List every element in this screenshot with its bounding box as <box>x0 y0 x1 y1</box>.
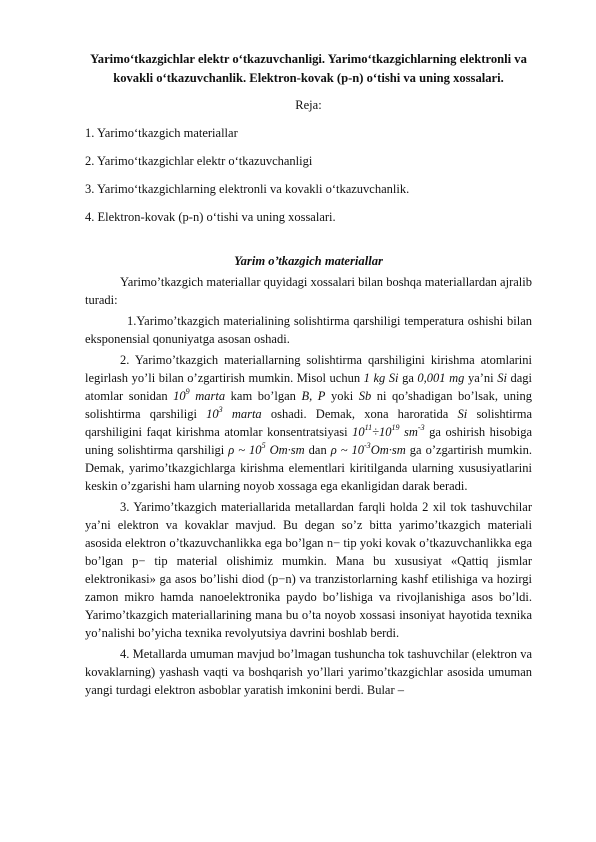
italic-span: 1 kg Si <box>363 371 399 385</box>
paragraph-2 <box>85 351 532 495</box>
paragraph-1: 1.Yarimo’tkazgich materialining solishtirma qarshiligi temperatura oshishi bilan eksponensial qonuniyatga asosan oshadi. <box>85 314 532 346</box>
text-span: ga oshirish hisobiga uning solishtirma qarshiligi <box>85 425 532 457</box>
text-span: ga o’zgartirish mumkin. Demak, yarimo’tkazgichlarga kirishma elementlari kiritilganda ularning xususiyatlarini keskin o’zgarishi ham ularning noyob xossaga ega ekanligidan darak beradi. <box>85 443 532 493</box>
section-heading: Yarim o’tkazgich materiallar <box>234 254 383 268</box>
italic-span: Si <box>457 407 468 421</box>
text-span: solishtirma qarshiligini faqat kirishma atomlar konsentratsiyasi <box>85 407 532 439</box>
italic-span: ÷10 <box>372 425 392 439</box>
italic-span: marta <box>189 389 226 403</box>
italic-span: 10 <box>206 407 219 421</box>
plan-item-2: 2. Yarimo‘tkazgichlar elektr o‘tkazuvchanligi <box>85 154 313 168</box>
intro-paragraph: Yarimo’tkazgich materiallar quyidagi xossalari bilan boshqa materiallardan ajralib turadi: <box>85 275 532 307</box>
italic-span: Si <box>497 371 507 385</box>
text-span: dagi atomlar sonidan <box>85 371 532 403</box>
superscript: 11 <box>364 422 373 432</box>
text-span: yoki <box>325 389 359 403</box>
text-span: oshadi. Demak, xona haroratida <box>261 407 458 421</box>
text-span: 2. Yarimo’tkazgich materiallarning solishtirma qarshiligini kirishma atomlarini legirlash yo’li bilan o’zgartirish mumkin. Misol uchun <box>85 353 532 385</box>
superscript: 9 <box>185 386 190 396</box>
superscript: -3 <box>417 422 425 432</box>
document-page <box>85 50 532 699</box>
superscript: 5 <box>261 440 266 450</box>
superscript: 3 <box>218 404 223 414</box>
italic-span: ρ ~ 10 <box>228 443 262 457</box>
text-span: ni qo’shadigan bo’lsak, uning solishtirma qarshiligi <box>85 389 532 421</box>
text-span: dan <box>304 443 331 457</box>
document-title: Yarimo‘tkazgichlar elektr o‘tkazuvchanligi. Yarimo‘tkazgichlarning elektronli va kovakli o‘tkazuvchanlik. Elektron-kovak (p-n) o‘tishi va uning xossalari. <box>90 52 527 85</box>
superscript: 19 <box>391 422 400 432</box>
italic-span: sm <box>399 425 418 439</box>
paragraph-4: 4. Metallarda umuman mavjud bo’lmagan tushuncha tok tashuvchilar (elektron va kovaklarning) yashash vaqti va boshqarish yo’llari yarimo’tkazgichlar asosida umuman yangi turdagi elektron asboblar yaratish imkonini berdi. Bular – <box>85 647 532 697</box>
plan-item-1: 1. Yarimo‘tkazgich materiallar <box>85 126 238 140</box>
paragraph-3: 3. Yarimo’tkazgich materiallarida metallardan farqli holda 2 xil tok tashuvchilar ya’ni elektron va kovaklar mavjud. Bu degan so’z bitta yarimo’tkazgich materiali asosida elektron o’tkazuvchanlikka ega bo’lgan n− tip yoki kovak o’tkazuvchanlikka ega bo’lgan p− tip material olishimiz mumkin. Mana bu xususiyat «Qattiq jismlar elektronikasi» ga asos bo’lishi diod (p−n) va tranzistorlarning kashf etilishiga va hozirgi zamon mikro hamda nanoelektronika paydo bo’lishiga va rivojlanishiga asos bo’ldi. Yarimo’tkazgich materiallarining mana bu o’ta noyob xossasi insoniyat hayotida texnika yo’nalishi bo’yicha texnika revolyutsiya davrini boshlab berdi. <box>85 500 532 640</box>
italic-span: marta <box>222 407 262 421</box>
text-span: ya’ni <box>464 371 498 385</box>
italic-span: Om·sm <box>265 443 305 457</box>
superscript: -3 <box>364 440 371 450</box>
italic-span: Om·sm <box>370 443 406 457</box>
italic-span: 10 <box>173 389 186 403</box>
italic-span: B, P <box>301 389 326 403</box>
italic-span: 0,001 mg <box>417 371 465 385</box>
plan-item-4: 4. Elektron-kovak (p-n) o‘tishi va uning xossalari. <box>85 210 336 224</box>
italic-span: ρ ~ 10 <box>330 443 365 457</box>
text-span: ga <box>398 371 418 385</box>
italic-span: 10 <box>352 425 365 439</box>
plan-label: Reja: <box>295 98 322 112</box>
italic-span: Sb <box>358 389 372 403</box>
text-span: kam bo’lgan <box>225 389 302 403</box>
plan-item-3: 3. Yarimo‘tkazgichlarning elektronli va kovakli o‘tkazuvchanlik. <box>85 182 410 196</box>
